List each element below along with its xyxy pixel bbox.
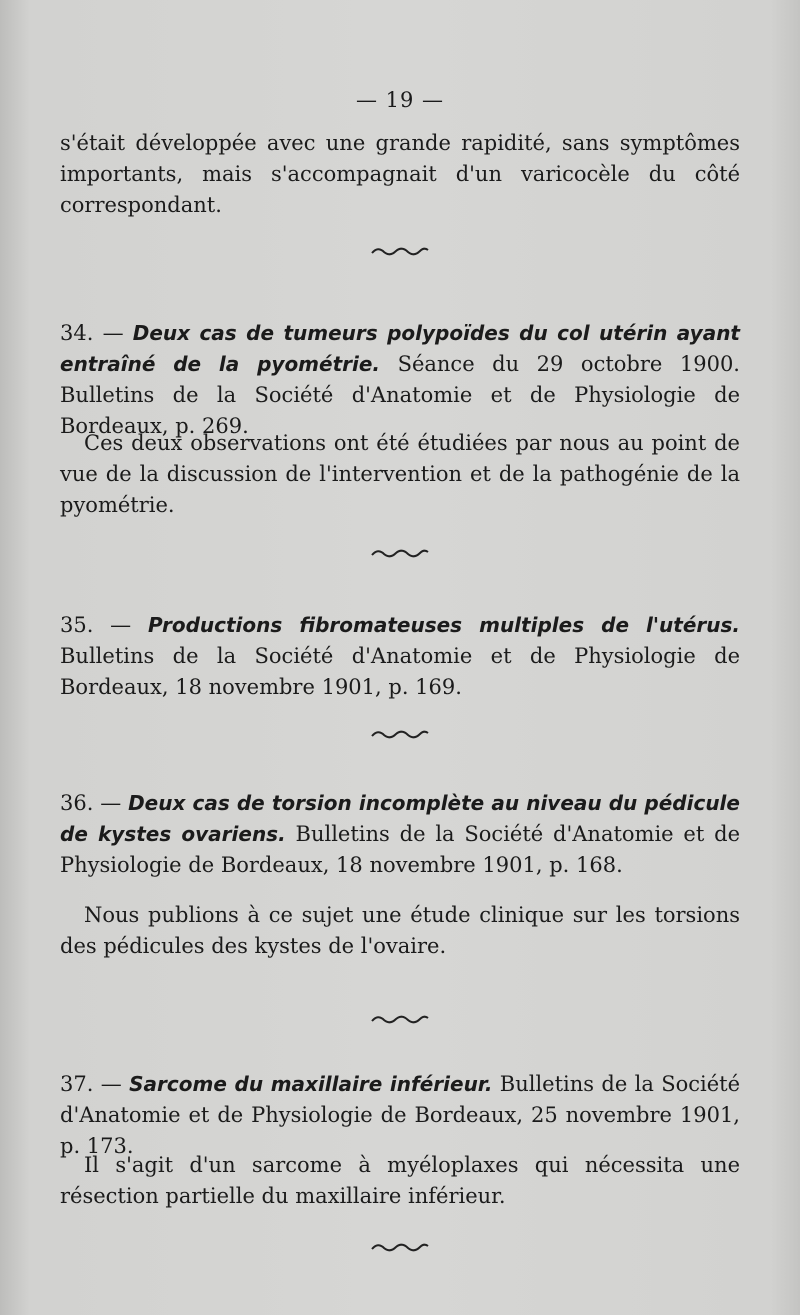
entry-37-note	[60, 1150, 740, 1212]
entry-dash: —	[100, 791, 122, 815]
ornament-divider	[370, 546, 430, 560]
entry-number: 35.	[60, 613, 94, 637]
continuation-paragraph	[60, 128, 740, 221]
entry-number: 36.	[60, 791, 94, 815]
entry-dash: —	[102, 321, 124, 345]
note-text: Ces deux observations ont été étudiées par nous au point de vue de la discussion de l'intervention et de la pathogénie de la pyométrie.	[60, 431, 740, 517]
entry-36-note	[60, 900, 740, 962]
ornament-divider	[370, 1240, 430, 1254]
ornament-divider	[370, 244, 430, 258]
entry-number: 34.	[60, 321, 94, 345]
entry-36	[60, 788, 740, 881]
entry-dash: —	[100, 1072, 122, 1096]
ornament-divider	[370, 1012, 430, 1026]
entry-35	[60, 610, 740, 703]
note-text: Il s'agit d'un sarcome à myéloplaxes qui nécessita une résection partielle du maxillaire inférieur.	[60, 1153, 740, 1208]
entry-reference: Séance du 29 octobre 1900. Bulletins de la Société d'Anatomie et de Physiologie de Bordeaux, p. 269.	[60, 352, 740, 438]
entry-title: Productions fibromateuses multiples de l'utérus.	[147, 613, 740, 637]
entry-34	[60, 318, 740, 442]
note-text: Nous publions à ce sujet une étude clinique sur les torsions des pédicules des kystes de l'ovaire.	[60, 903, 740, 958]
entry-reference: Bulletins de la Société d'Anatomie et de Physiologie de Bordeaux, 18 novembre 1901, p. 168.	[60, 822, 740, 877]
entry-reference: Bulletins de la Société d'Anatomie et de Physiologie de Bordeaux, 25 novembre 1901, p. 173.	[60, 1072, 741, 1158]
continuation-text: s'était développée avec une grande rapidité, sans symptômes importants, mais s'accompagnait d'un varicocèle du côté correspondant.	[60, 131, 740, 217]
entry-number: 37.	[60, 1072, 94, 1096]
entry-title: Sarcome du maxillaire inférieur.	[129, 1072, 493, 1096]
entry-title: Deux cas de tumeurs polypoïdes du col utérin ayant entraîné de la pyométrie.	[60, 321, 740, 376]
entry-title: Deux cas de torsion incomplète au niveau du pédicule de kystes ovariens.	[60, 791, 740, 846]
ornament-divider	[370, 727, 430, 741]
entry-37	[60, 1069, 740, 1162]
entry-34-note	[60, 428, 740, 521]
page-number: — 19 —	[355, 88, 445, 112]
entry-dash: —	[110, 613, 132, 637]
entry-reference: Bulletins de la Société d'Anatomie et de Physiologie de Bordeaux, 18 novembre 1901, p. 169.	[60, 644, 740, 699]
